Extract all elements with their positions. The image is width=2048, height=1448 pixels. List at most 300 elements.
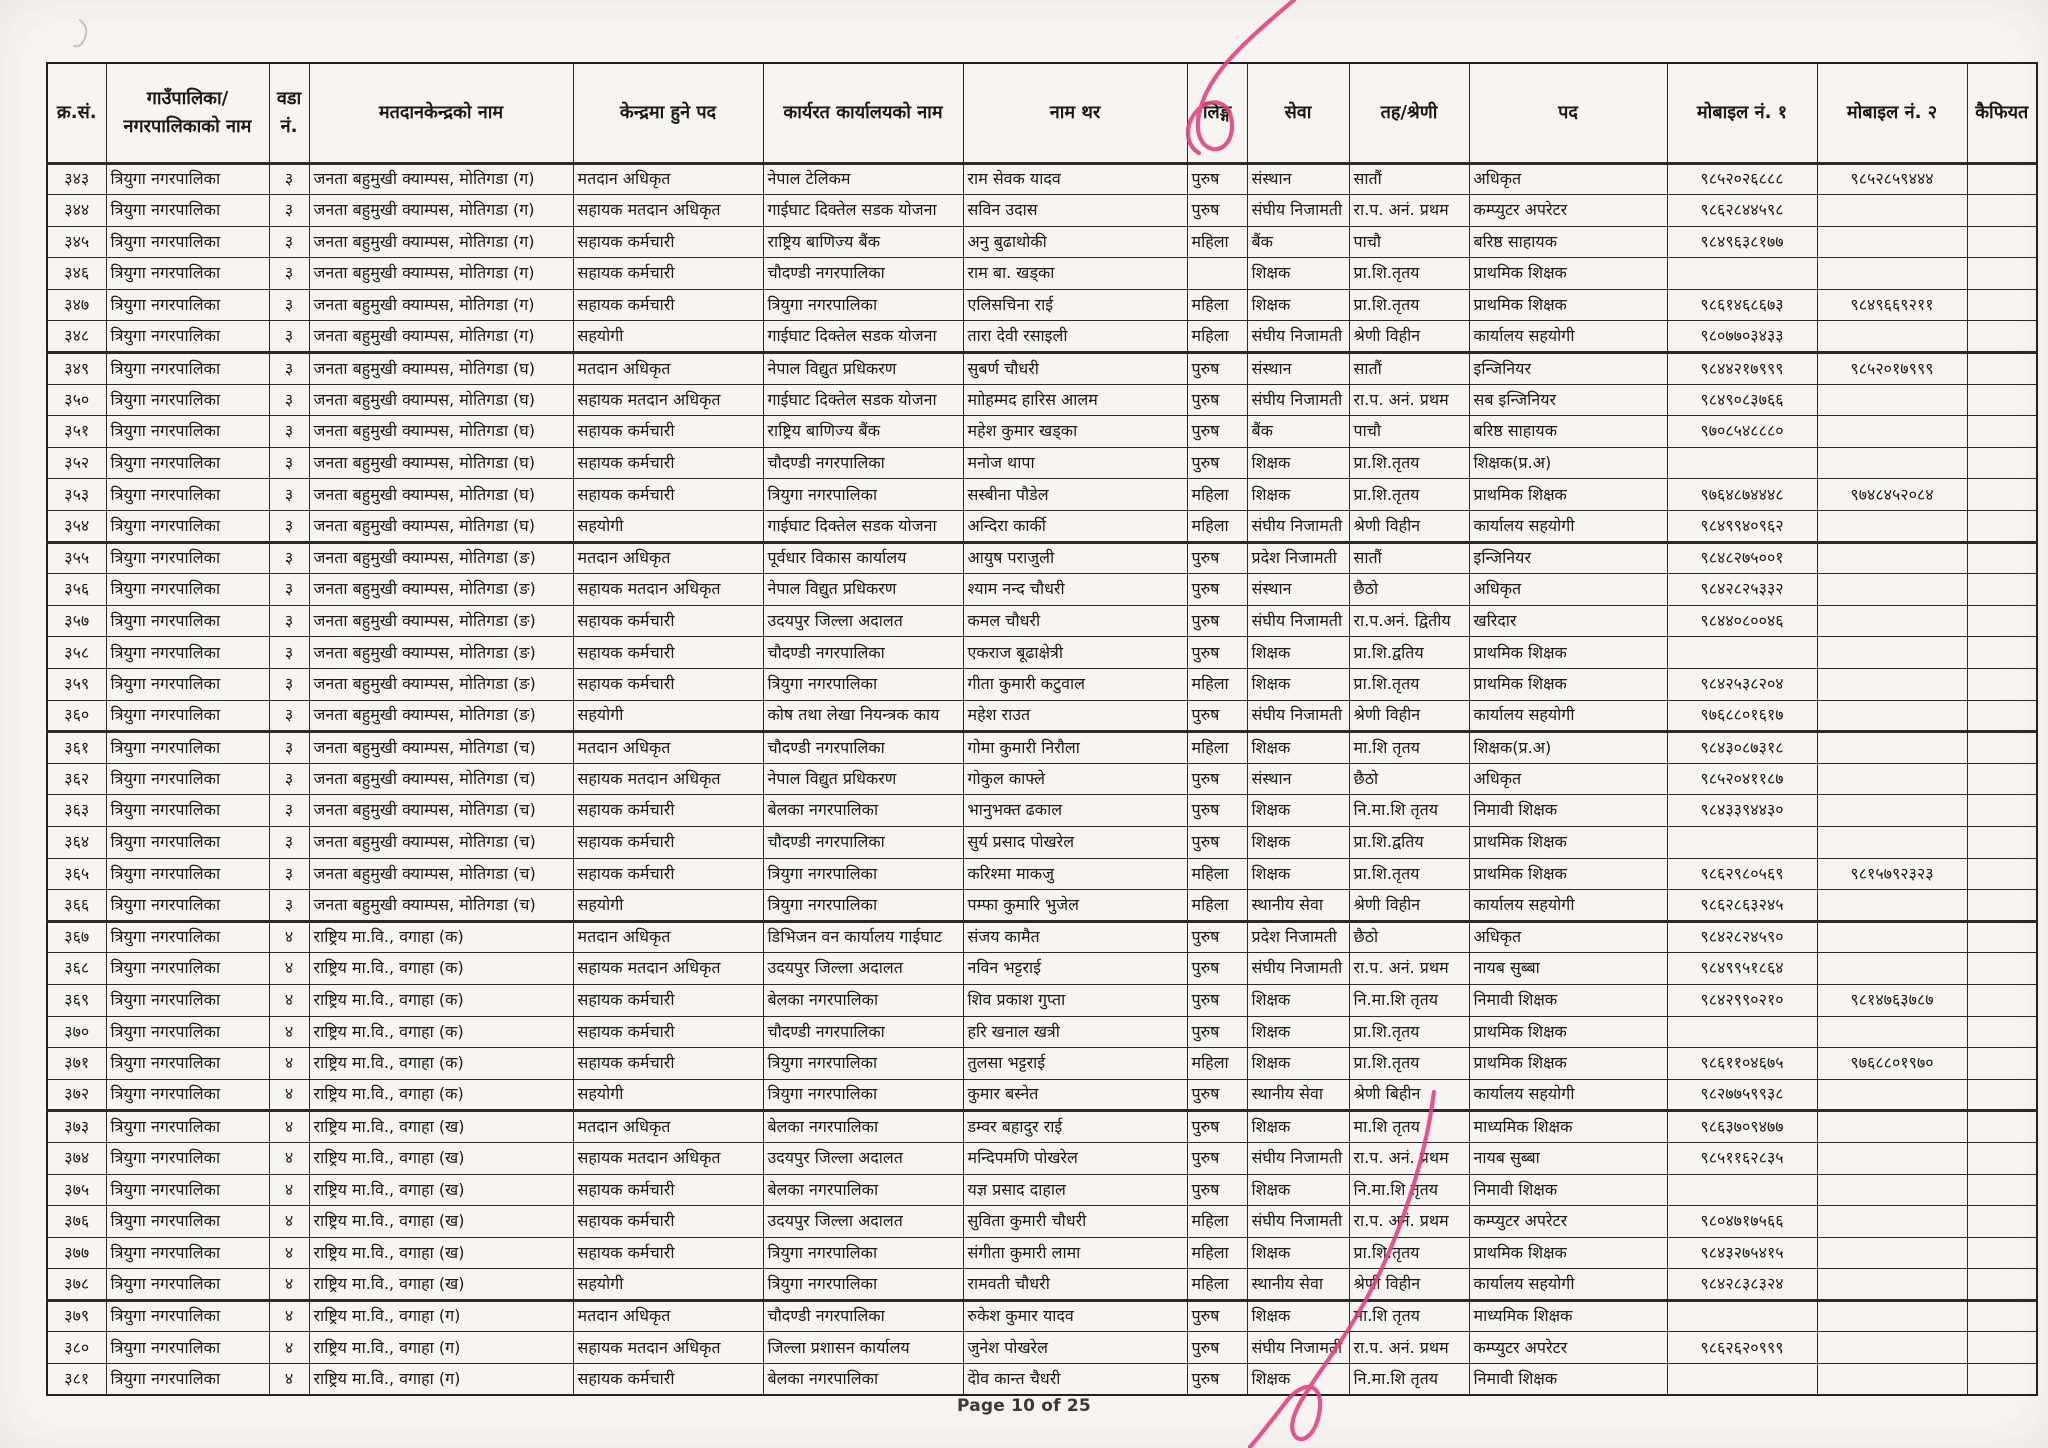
cell: त्रियुगा नगरपालिका <box>106 1332 269 1364</box>
cell: ४ <box>269 1269 309 1301</box>
cell: पाचौ <box>1349 416 1469 448</box>
cell: ९८६१४६८६७३ <box>1667 289 1817 321</box>
column-header: पद <box>1469 63 1667 163</box>
cell: मनोज थापा <box>963 447 1187 479</box>
cell: पुरुष <box>1187 384 1247 416</box>
table-row <box>47 479 2037 511</box>
cell: ३ <box>269 479 309 511</box>
cell: सहयोगी <box>573 700 763 732</box>
cell: तारा देवी रसाइली <box>963 321 1187 353</box>
cell: चौदण्डी नगरपालिका <box>763 1016 963 1048</box>
cell: कोष तथा लेखा नियन्त्रक काय <box>763 700 963 732</box>
cell: राष्ट्रिय मा.वि., वगाहा (ग) <box>309 1364 573 1396</box>
cell: त्रियुगा नगरपालिका <box>106 605 269 637</box>
cell: ९८४९९४०९६२ <box>1667 511 1817 543</box>
cell: ९७६८८०१६१७ <box>1667 700 1817 732</box>
cell: कमल चौधरी <box>963 605 1187 637</box>
cell: ३७५ <box>47 1174 106 1206</box>
cell: त्रियुगा नगरपालिका <box>106 763 269 795</box>
cell: ९८४४०८००४६ <box>1667 605 1817 637</box>
cell: ३८० <box>47 1332 106 1364</box>
cell: महिला <box>1187 1269 1247 1301</box>
cell: मतदान अधिकृत <box>573 353 763 385</box>
cell: जनता बहुमुखी क्याम्पस, मोतिगडा (घ) <box>309 511 573 543</box>
cell: सहायक मतदान अधिकृत <box>573 953 763 985</box>
cell: कम्प्युटर अपरेटर <box>1469 195 1667 227</box>
cell <box>1817 195 1967 227</box>
cell: शिक्षक <box>1247 795 1349 827</box>
cell: सहायक कर्मचारी <box>573 669 763 701</box>
cell: ९८६२९८०५६९ <box>1667 858 1817 890</box>
cell: ३ <box>269 195 309 227</box>
cell: उदयपुर जिल्ला अदालत <box>763 1206 963 1238</box>
table-row <box>47 605 2037 637</box>
cell: स्थानीय सेवा <box>1247 1079 1349 1111</box>
cell: त्रियुगा नगरपालिका <box>106 384 269 416</box>
cell: ९८४३३९४४३० <box>1667 795 1817 827</box>
cell: त्रियुगा नगरपालिका <box>106 1300 269 1332</box>
column-header: मतदानकेन्द्रको नाम <box>309 63 573 163</box>
cell: ३ <box>269 289 309 321</box>
cell: प्राथमिक शिक्षक <box>1469 1237 1667 1269</box>
cell: चौदण्डी नगरपालिका <box>763 447 963 479</box>
table-row <box>47 1016 2037 1048</box>
cell: रा.प. अनं. प्रथम <box>1349 1332 1469 1364</box>
cell: सुविता कुमारी चौधरी <box>963 1206 1187 1238</box>
table-row <box>47 637 2037 669</box>
cell: शिक्षक <box>1247 258 1349 290</box>
cell: राम सेवक यादव <box>963 163 1187 195</box>
cell: नेपाल विद्युत प्रधिकरण <box>763 353 963 385</box>
cell: रा.प. अनं. प्रथम <box>1349 1206 1469 1238</box>
cell: शिक्षक <box>1247 669 1349 701</box>
cell: अधिकृत <box>1469 921 1667 953</box>
cell <box>1817 1332 1967 1364</box>
cell: सुर्य प्रसाद पोखरेल <box>963 826 1187 858</box>
cell: ९८५११६२८३५ <box>1667 1142 1817 1174</box>
cell: जनता बहुमुखी क्याम्पस, मोतिगडा (च) <box>309 890 573 922</box>
cell: जनता बहुमुखी क्याम्पस, मोतिगडा (ग) <box>309 258 573 290</box>
records-table <box>46 62 2038 1396</box>
table-row <box>47 921 2037 953</box>
cell: ९८४९६३८१७७ <box>1667 226 1817 258</box>
cell: ३ <box>269 574 309 606</box>
cell: महिला <box>1187 1237 1247 1269</box>
cell: ३६८ <box>47 953 106 985</box>
cell <box>1967 574 2037 606</box>
cell <box>1967 637 2037 669</box>
cell: ३८१ <box>47 1364 106 1396</box>
cell: ९८२७७५९९३८ <box>1667 1079 1817 1111</box>
cell: ४ <box>269 1237 309 1269</box>
cell: अधिकृत <box>1469 763 1667 795</box>
cell <box>1817 384 1967 416</box>
cell: सहायक कर्मचारी <box>573 637 763 669</box>
cell <box>1967 321 2037 353</box>
cell: ३६२ <box>47 763 106 795</box>
cell: सातौं <box>1349 353 1469 385</box>
cell: अधिकृत <box>1469 574 1667 606</box>
cell: ९८४३०८७३१८ <box>1667 732 1817 764</box>
cell: जनता बहुमुखी क्याम्पस, मोतिगडा (ग) <box>309 289 573 321</box>
column-header: लिङ्ग <box>1187 63 1247 163</box>
cell: देोव कान्त चैधरी <box>963 1364 1187 1396</box>
cell: प्रा.शि.तृतय <box>1349 858 1469 890</box>
cell: ३ <box>269 732 309 764</box>
cell: कार्यालय सहयोगी <box>1469 321 1667 353</box>
page-footer: Page 10 of 25 <box>957 1396 1091 1416</box>
cell: प्राथमिक शिक्षक <box>1469 258 1667 290</box>
cell: ३६१ <box>47 732 106 764</box>
table-row <box>47 1364 2037 1396</box>
cell: महेश राउत <box>963 700 1187 732</box>
cell: प्रा.शि.द्वतिय <box>1349 826 1469 858</box>
cell: सहायक कर्मचारी <box>573 1048 763 1080</box>
cell <box>1817 1016 1967 1048</box>
cell: छैठो <box>1349 921 1469 953</box>
cell: ३ <box>269 447 309 479</box>
cell: ९८६३७०९४७७ <box>1667 1111 1817 1143</box>
cell: त्रियुगा नगरपालिका <box>106 669 269 701</box>
cell <box>1967 1048 2037 1080</box>
cell: छैठो <box>1349 763 1469 795</box>
cell: पुरुष <box>1187 447 1247 479</box>
cell: ३ <box>269 542 309 574</box>
cell: महिला <box>1187 289 1247 321</box>
cell <box>1817 1269 1967 1301</box>
cell <box>1817 1174 1967 1206</box>
cell: त्रियुगा नगरपालिका <box>106 1142 269 1174</box>
cell: बेलका नगरपालिका <box>763 1364 963 1396</box>
cell: ३ <box>269 163 309 195</box>
cell: त्रियुगा नगरपालिका <box>763 289 963 321</box>
cell: राष्ट्रिय मा.वि., वगाहा (क) <box>309 1016 573 1048</box>
cell: ३ <box>269 511 309 543</box>
cell: श्रेणी विहीन <box>1349 1269 1469 1301</box>
cell: उदयपुर जिल्ला अदालत <box>763 605 963 637</box>
cell: गीता कुमारी कटुवाल <box>963 669 1187 701</box>
cell: कम्प्युटर अपरेटर <box>1469 1332 1667 1364</box>
cell: महिला <box>1187 732 1247 764</box>
cell: करिश्मा माकजु <box>963 858 1187 890</box>
cell: ३५४ <box>47 511 106 543</box>
cell: ४ <box>269 1016 309 1048</box>
cell <box>1817 416 1967 448</box>
cell: ३ <box>269 321 309 353</box>
cell: त्रियुगा नगरपालिका <box>763 1269 963 1301</box>
cell: त्रियुगा नगरपालिका <box>106 921 269 953</box>
cell: कार्यालय सहयोगी <box>1469 511 1667 543</box>
cell: प्रदेश निजामती <box>1247 921 1349 953</box>
cell: महिला <box>1187 1048 1247 1080</box>
cell: महिला <box>1187 511 1247 543</box>
cell <box>1817 542 1967 574</box>
table-row <box>47 669 2037 701</box>
cell <box>1967 921 2037 953</box>
cell: ३ <box>269 700 309 732</box>
cell: शिक्षक <box>1247 984 1349 1016</box>
cell <box>1967 858 2037 890</box>
cell: शिक्षक <box>1247 1048 1349 1080</box>
cell: त्रियुगा नगरपालिका <box>106 1364 269 1396</box>
cell: प्राथमिक शिक्षक <box>1469 479 1667 511</box>
cell: राष्ट्रिय मा.वि., वगाहा (क) <box>309 921 573 953</box>
cell: मतदान अधिकृत <box>573 163 763 195</box>
cell: महिला <box>1187 669 1247 701</box>
cell: ३४५ <box>47 226 106 258</box>
cell: ४ <box>269 1332 309 1364</box>
cell: जनता बहुमुखी क्याम्पस, मोतिगडा (च) <box>309 732 573 764</box>
cell: ९८५२०४११८७ <box>1667 763 1817 795</box>
table-row <box>47 826 2037 858</box>
cell <box>1667 1174 1817 1206</box>
cell <box>1817 1364 1967 1396</box>
cell: ३५९ <box>47 669 106 701</box>
cell: नि.मा.शि तृतय <box>1349 984 1469 1016</box>
cell <box>1967 953 2037 985</box>
cell: सहायक मतदान अधिकृत <box>573 195 763 227</box>
cell: अन्दिरा कार्की <box>963 511 1187 543</box>
cell: पुरुष <box>1187 1142 1247 1174</box>
cell: ३ <box>269 384 309 416</box>
cell: ९७४८४५२०८४ <box>1817 479 1967 511</box>
cell: बैंक <box>1247 416 1349 448</box>
cell: कार्यालय सहयोगी <box>1469 700 1667 732</box>
cell: प्राथमिक शिक्षक <box>1469 669 1667 701</box>
cell: ३ <box>269 416 309 448</box>
cell: ३४८ <box>47 321 106 353</box>
cell: चौदण्डी नगरपालिका <box>763 826 963 858</box>
cell <box>1967 763 2037 795</box>
cell: डिभिजन वन कार्यालय गाईघाट <box>763 921 963 953</box>
cell: त्रियुगा नगरपालिका <box>106 1206 269 1238</box>
cell: ९८४९९५१८६४ <box>1667 953 1817 985</box>
cell: बरिष्ठ साहायक <box>1469 226 1667 258</box>
cell: ९८६२८६३२४५ <box>1667 890 1817 922</box>
table-row <box>47 858 2037 890</box>
cell: पुरुष <box>1187 163 1247 195</box>
cell: पुरुष <box>1187 1079 1247 1111</box>
cell: ४ <box>269 984 309 1016</box>
cell <box>1667 258 1817 290</box>
cell: सहायक मतदान अधिकृत <box>573 384 763 416</box>
cell: सहायक कर्मचारी <box>573 226 763 258</box>
cell: संघीय निजामती <box>1247 605 1349 637</box>
cell: त्रियुगा नगरपालिका <box>106 826 269 858</box>
cell <box>1967 1300 2037 1332</box>
cell: बेलका नगरपालिका <box>763 795 963 827</box>
cell: स्थानीय सेवा <box>1247 1269 1349 1301</box>
cell <box>1967 1142 2037 1174</box>
cell: ३७७ <box>47 1237 106 1269</box>
cell: सहायक कर्मचारी <box>573 1174 763 1206</box>
cell: जिल्ला प्रशासन कार्यालय <box>763 1332 963 1364</box>
cell: प्राथमिक शिक्षक <box>1469 1048 1667 1080</box>
cell: उदयपुर जिल्ला अदालत <box>763 1142 963 1174</box>
cell: त्रियुगा नगरपालिका <box>106 353 269 385</box>
cell <box>1187 258 1247 290</box>
cell: प्रा.शि.तृतय <box>1349 258 1469 290</box>
cell: सहायक कर्मचारी <box>573 858 763 890</box>
cell: रा.प. अनं. प्रथम <box>1349 195 1469 227</box>
table-row <box>47 1079 2037 1111</box>
cell: सहायक मतदान अधिकृत <box>573 763 763 795</box>
cell: त्रियुगा नगरपालिका <box>106 511 269 543</box>
cell <box>1817 1111 1967 1143</box>
cell <box>1967 289 2037 321</box>
cell: राम बा. खड्का <box>963 258 1187 290</box>
cell <box>1967 605 2037 637</box>
table-row <box>47 321 2037 353</box>
cell: त्रियुगा नगरपालिका <box>106 637 269 669</box>
cell <box>1817 226 1967 258</box>
cell: त्रियुगा नगरपालिका <box>763 669 963 701</box>
cell: पुरुष <box>1187 921 1247 953</box>
table-row <box>47 258 2037 290</box>
cell: कार्यालय सहयोगी <box>1469 1269 1667 1301</box>
cell: नेपाल विद्युत प्रधिकरण <box>763 763 963 795</box>
cell: सब इन्जिनियर <box>1469 384 1667 416</box>
table-row <box>47 163 2037 195</box>
cell: श्रेणी विहीन <box>1349 321 1469 353</box>
header-row <box>47 63 2037 163</box>
cell <box>1967 447 2037 479</box>
cell: सहायक कर्मचारी <box>573 826 763 858</box>
cell: जनता बहुमुखी क्याम्पस, मोतिगडा (ङ) <box>309 637 573 669</box>
cell: शिक्षक <box>1247 1111 1349 1143</box>
cell: कार्यालय सहयोगी <box>1469 890 1667 922</box>
cell: ३६० <box>47 700 106 732</box>
cell: सहायक कर्मचारी <box>573 795 763 827</box>
cell: राष्ट्रिय मा.वि., वगाहा (क) <box>309 1048 573 1080</box>
cell <box>1817 574 1967 606</box>
cell: नि.मा.शि तृतय <box>1349 795 1469 827</box>
cell: ३६५ <box>47 858 106 890</box>
cell: माध्यमिक शिक्षक <box>1469 1300 1667 1332</box>
cell: ३४३ <box>47 163 106 195</box>
cell: ३७४ <box>47 1142 106 1174</box>
cell: निमावी शिक्षक <box>1469 1364 1667 1396</box>
cell: त्रियुगा नगरपालिका <box>106 1237 269 1269</box>
cell <box>1967 511 2037 543</box>
cell: ९८४२९९०२१० <box>1667 984 1817 1016</box>
cell: हरि खनाल खत्री <box>963 1016 1187 1048</box>
cell <box>1967 1206 2037 1238</box>
cell: उदयपुर जिल्ला अदालत <box>763 953 963 985</box>
table-row <box>47 763 2037 795</box>
cell: महेश कुमार खड्का <box>963 416 1187 448</box>
cell: नायब सुब्बा <box>1469 953 1667 985</box>
cell: सविन उदास <box>963 195 1187 227</box>
cell: गाईघाट दिक्तेल सडक योजना <box>763 321 963 353</box>
table-row <box>47 353 2037 385</box>
cell: ३ <box>269 605 309 637</box>
cell: निमावी शिक्षक <box>1469 795 1667 827</box>
cell <box>1817 795 1967 827</box>
cell: निमावी शिक्षक <box>1469 984 1667 1016</box>
cell: कार्यालय सहयोगी <box>1469 1079 1667 1111</box>
cell: जनता बहुमुखी क्याम्पस, मोतिगडा (ग) <box>309 163 573 195</box>
cell: प्राथमिक शिक्षक <box>1469 1016 1667 1048</box>
cell <box>1817 447 1967 479</box>
cell: त्रियुगा नगरपालिका <box>106 1269 269 1301</box>
cell: गाईघाट दिक्तेल सडक योजना <box>763 195 963 227</box>
cell: बैंक <box>1247 226 1349 258</box>
cell: ३ <box>269 763 309 795</box>
cell <box>1817 700 1967 732</box>
cell: पुरुष <box>1187 416 1247 448</box>
cell: शिक्षक(प्र.अ) <box>1469 447 1667 479</box>
cell: चौदण्डी नगरपालिका <box>763 732 963 764</box>
cell <box>1817 763 1967 795</box>
cell: खरिदार <box>1469 605 1667 637</box>
column-header: तह/श्रेणी <box>1349 63 1469 163</box>
cell: नेपाल विद्युत प्रधिकरण <box>763 574 963 606</box>
cell: ९७६४८७४४४८ <box>1667 479 1817 511</box>
cell: बेलका नगरपालिका <box>763 1111 963 1143</box>
table-row <box>47 1269 2037 1301</box>
cell: महिला <box>1187 858 1247 890</box>
cell: ९८६२६२०९९९ <box>1667 1332 1817 1364</box>
cell: जनता बहुमुखी क्याम्पस, मोतिगडा (ङ) <box>309 700 573 732</box>
table-row <box>47 1206 2037 1238</box>
cell: मतदान अधिकृत <box>573 542 763 574</box>
cell: सहायक कर्मचारी <box>573 258 763 290</box>
cell: रा.प.अनं. द्वितीय <box>1349 605 1469 637</box>
cell: ४ <box>269 1111 309 1143</box>
cell <box>1817 669 1967 701</box>
cell: त्रियुगा नगरपालिका <box>106 890 269 922</box>
cell: पुरुष <box>1187 605 1247 637</box>
cell <box>1817 826 1967 858</box>
cell: संघीय निजामती <box>1247 195 1349 227</box>
cell: ३७१ <box>47 1048 106 1080</box>
cell: राष्ट्रिय मा.वि., वगाहा (ख) <box>309 1111 573 1143</box>
cell: चौदण्डी नगरपालिका <box>763 1300 963 1332</box>
cell <box>1817 605 1967 637</box>
cell: प्रा.शि.द्वतिय <box>1349 637 1469 669</box>
cell: ३७८ <box>47 1269 106 1301</box>
cell <box>1967 226 2037 258</box>
cell <box>1667 637 1817 669</box>
table-row <box>47 1237 2037 1269</box>
column-header: वडा नं. <box>269 63 309 163</box>
cell <box>1967 542 2037 574</box>
cell: ९८४८२७५००१ <box>1667 542 1817 574</box>
column-header: सेवा <box>1247 63 1349 163</box>
cell <box>1967 826 2037 858</box>
cell: ३६९ <box>47 984 106 1016</box>
cell <box>1967 1111 2037 1143</box>
cell: ३५७ <box>47 605 106 637</box>
cell: मतदान अधिकृत <box>573 921 763 953</box>
column-header: क्र.सं. <box>47 63 106 163</box>
cell: जनता बहुमुखी क्याम्पस, मोतिगडा (च) <box>309 858 573 890</box>
cell: ३७६ <box>47 1206 106 1238</box>
cell: मा.शि तृतय <box>1349 1111 1469 1143</box>
cell <box>1667 1364 1817 1396</box>
cell: पाचौ <box>1349 226 1469 258</box>
cell <box>1667 826 1817 858</box>
cell: गोमा कुमारी निरौला <box>963 732 1187 764</box>
cell: महिला <box>1187 1206 1247 1238</box>
cell <box>1817 921 1967 953</box>
cell: नेपाल टेलिकम <box>763 163 963 195</box>
cell <box>1817 1300 1967 1332</box>
cell: ९८४२८३८३२४ <box>1667 1269 1817 1301</box>
column-header: मोबाइल नं. २ <box>1817 63 1967 163</box>
cell: शिक्षक <box>1247 1016 1349 1048</box>
